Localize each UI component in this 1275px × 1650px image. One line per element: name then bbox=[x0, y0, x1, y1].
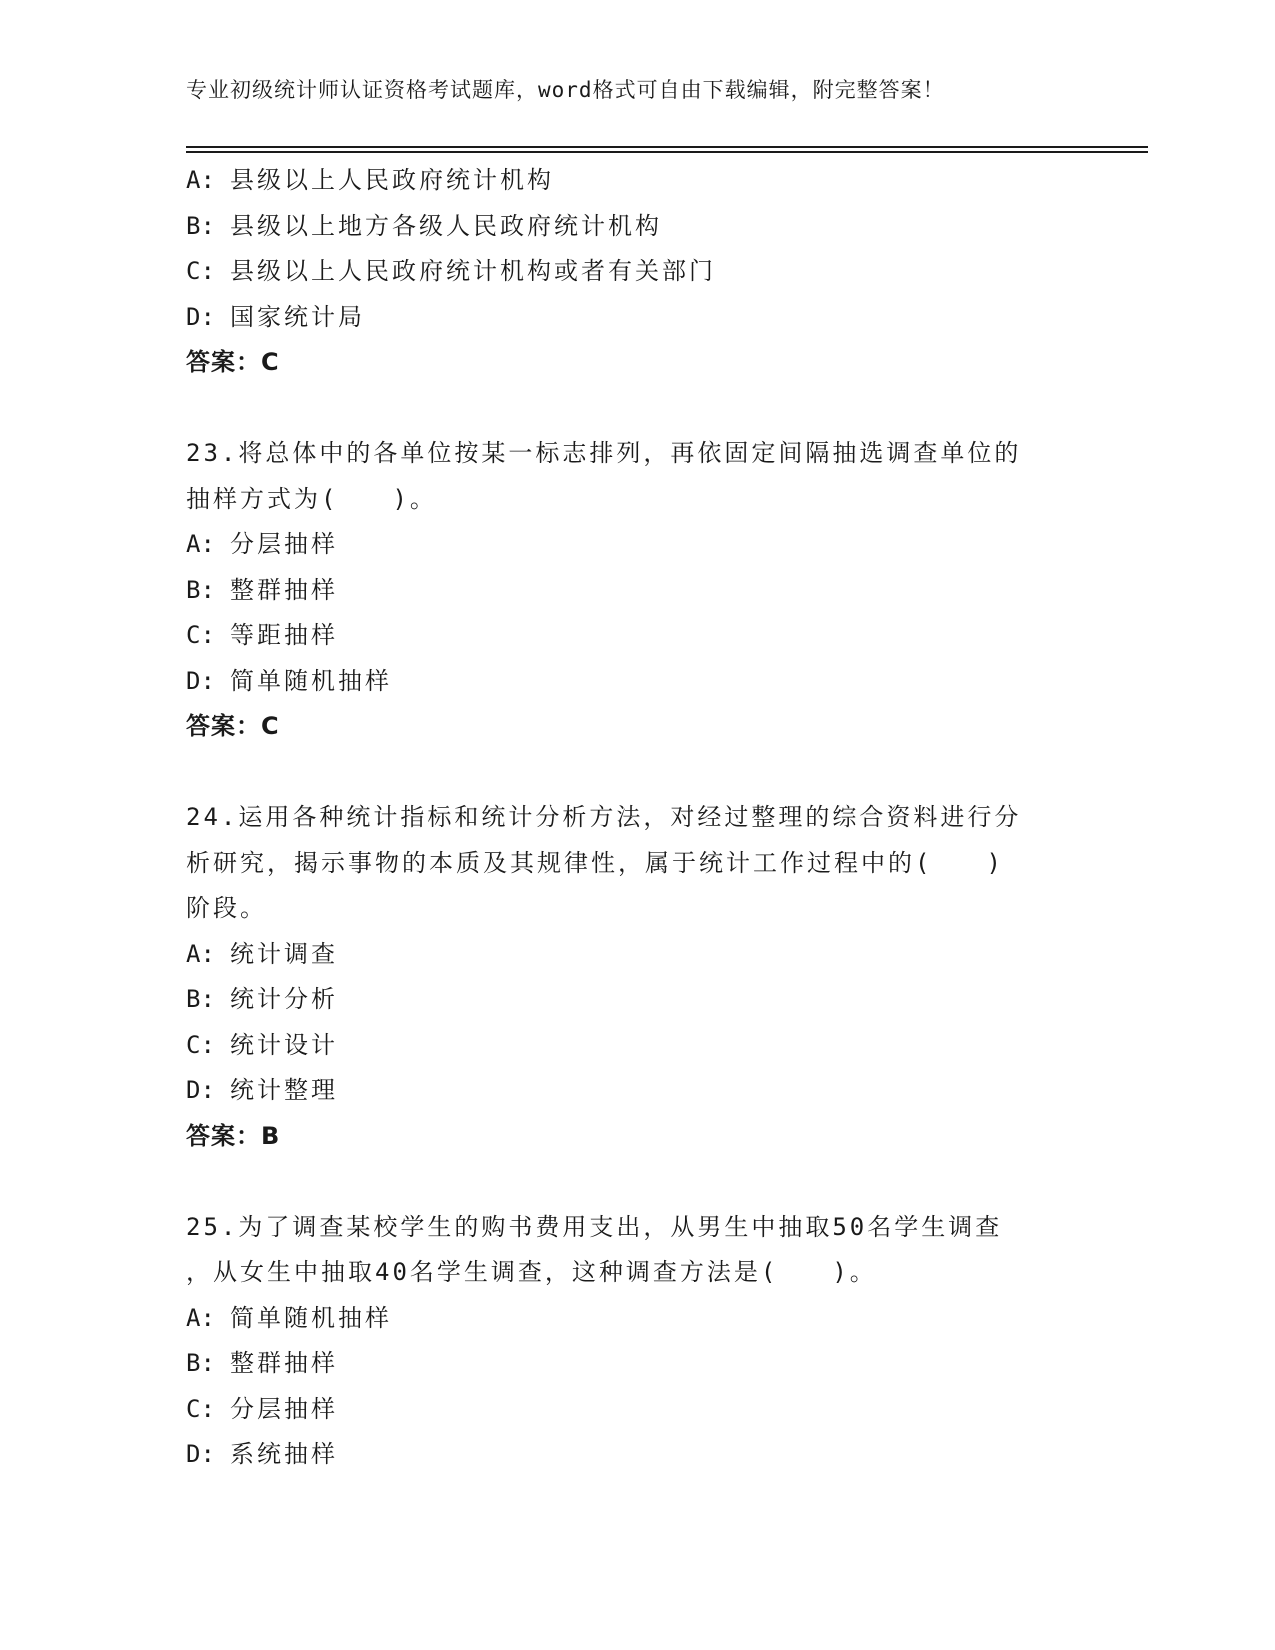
spacer bbox=[186, 1159, 1086, 1205]
option-key: B: bbox=[186, 575, 215, 604]
option-text: 简单随机抽样 bbox=[230, 1303, 392, 1332]
question-content bbox=[186, 158, 1086, 1478]
question-stem-line: 抽样方式为( )。 bbox=[186, 484, 437, 513]
question-stem-line: 24.运用各种统计指标和统计分析方法，对经过整理的综合资料进行分 bbox=[186, 803, 1022, 831]
option-c bbox=[186, 1023, 1086, 1069]
option-a bbox=[186, 522, 1086, 568]
page-header: 专业初级统计师认证资格考试题库，word格式可自由下载编辑，附完整答案！ bbox=[186, 78, 945, 102]
option-key: D: bbox=[186, 1440, 215, 1468]
option-text: 简单随机抽样 bbox=[230, 666, 392, 695]
option-text: 统计设计 bbox=[230, 1030, 338, 1059]
option-key: D: bbox=[186, 1076, 215, 1104]
question-23 bbox=[186, 431, 1086, 750]
question-24 bbox=[186, 795, 1086, 1159]
option-a bbox=[186, 932, 1086, 978]
option-key: B: bbox=[186, 1349, 215, 1377]
option-c bbox=[186, 249, 1086, 295]
option-key: C: bbox=[186, 1394, 215, 1423]
option-text: 整群抽样 bbox=[230, 575, 338, 604]
option-c bbox=[186, 613, 1086, 659]
option-text: 国家统计局 bbox=[230, 302, 365, 331]
question-stem-line: 25.为了调查某校学生的购书费用支出，从男生中抽取50名学生调查 bbox=[186, 1212, 1003, 1241]
option-text: 县级以上人民政府统计机构 bbox=[230, 166, 554, 194]
question-stem-line: ，从女生中抽取40名学生调查，这种调查方法是( )。 bbox=[186, 1258, 877, 1286]
option-c bbox=[186, 1387, 1086, 1433]
option-d bbox=[186, 1068, 1086, 1114]
option-b bbox=[186, 204, 1086, 250]
option-text: 分层抽样 bbox=[230, 530, 338, 558]
answer-line: 答案：C bbox=[186, 712, 280, 740]
option-text: 系统抽样 bbox=[230, 1440, 338, 1468]
question-25 bbox=[186, 1205, 1086, 1478]
option-key: A: bbox=[186, 939, 215, 968]
option-d bbox=[186, 659, 1086, 705]
option-text: 整群抽样 bbox=[230, 1349, 338, 1377]
option-key: B: bbox=[186, 985, 215, 1013]
option-a bbox=[186, 158, 1086, 204]
option-key: A: bbox=[186, 166, 215, 194]
spacer bbox=[186, 750, 1086, 796]
option-text: 县级以上地方各级人民政府统计机构 bbox=[230, 211, 662, 240]
question-stem-line: 阶段。 bbox=[186, 894, 267, 922]
option-b bbox=[186, 977, 1086, 1023]
option-key: A: bbox=[186, 530, 215, 558]
option-key: C: bbox=[186, 621, 215, 649]
answer-line: 答案：B bbox=[186, 1121, 281, 1150]
option-key: C: bbox=[186, 257, 215, 285]
option-text: 等距抽样 bbox=[230, 621, 338, 649]
header-rule-bottom bbox=[186, 151, 1148, 153]
option-text: 统计调查 bbox=[230, 939, 338, 968]
option-a bbox=[186, 1296, 1086, 1342]
spacer bbox=[186, 386, 1086, 432]
question-22-options bbox=[186, 158, 1086, 386]
option-text: 统计整理 bbox=[230, 1076, 338, 1104]
answer-line: 答案：C bbox=[186, 348, 280, 376]
option-d bbox=[186, 1432, 1086, 1478]
option-key: D: bbox=[186, 666, 215, 695]
question-stem-line: 析研究，揭示事物的本质及其规律性，属于统计工作过程中的( ) bbox=[186, 848, 1004, 877]
option-b bbox=[186, 1341, 1086, 1387]
option-key: C: bbox=[186, 1030, 215, 1059]
question-stem-line: 23.将总体中的各单位按某一标志排列，再依固定间隔抽选调查单位的 bbox=[186, 439, 1022, 467]
option-key: B: bbox=[186, 211, 215, 240]
option-text: 县级以上人民政府统计机构或者有关部门 bbox=[230, 257, 716, 285]
header-rule-top bbox=[186, 146, 1148, 148]
option-text: 统计分析 bbox=[230, 985, 338, 1013]
option-key: D: bbox=[186, 302, 215, 331]
option-key: A: bbox=[186, 1303, 215, 1332]
option-d bbox=[186, 295, 1086, 341]
option-b bbox=[186, 568, 1086, 614]
option-text: 分层抽样 bbox=[230, 1394, 338, 1423]
